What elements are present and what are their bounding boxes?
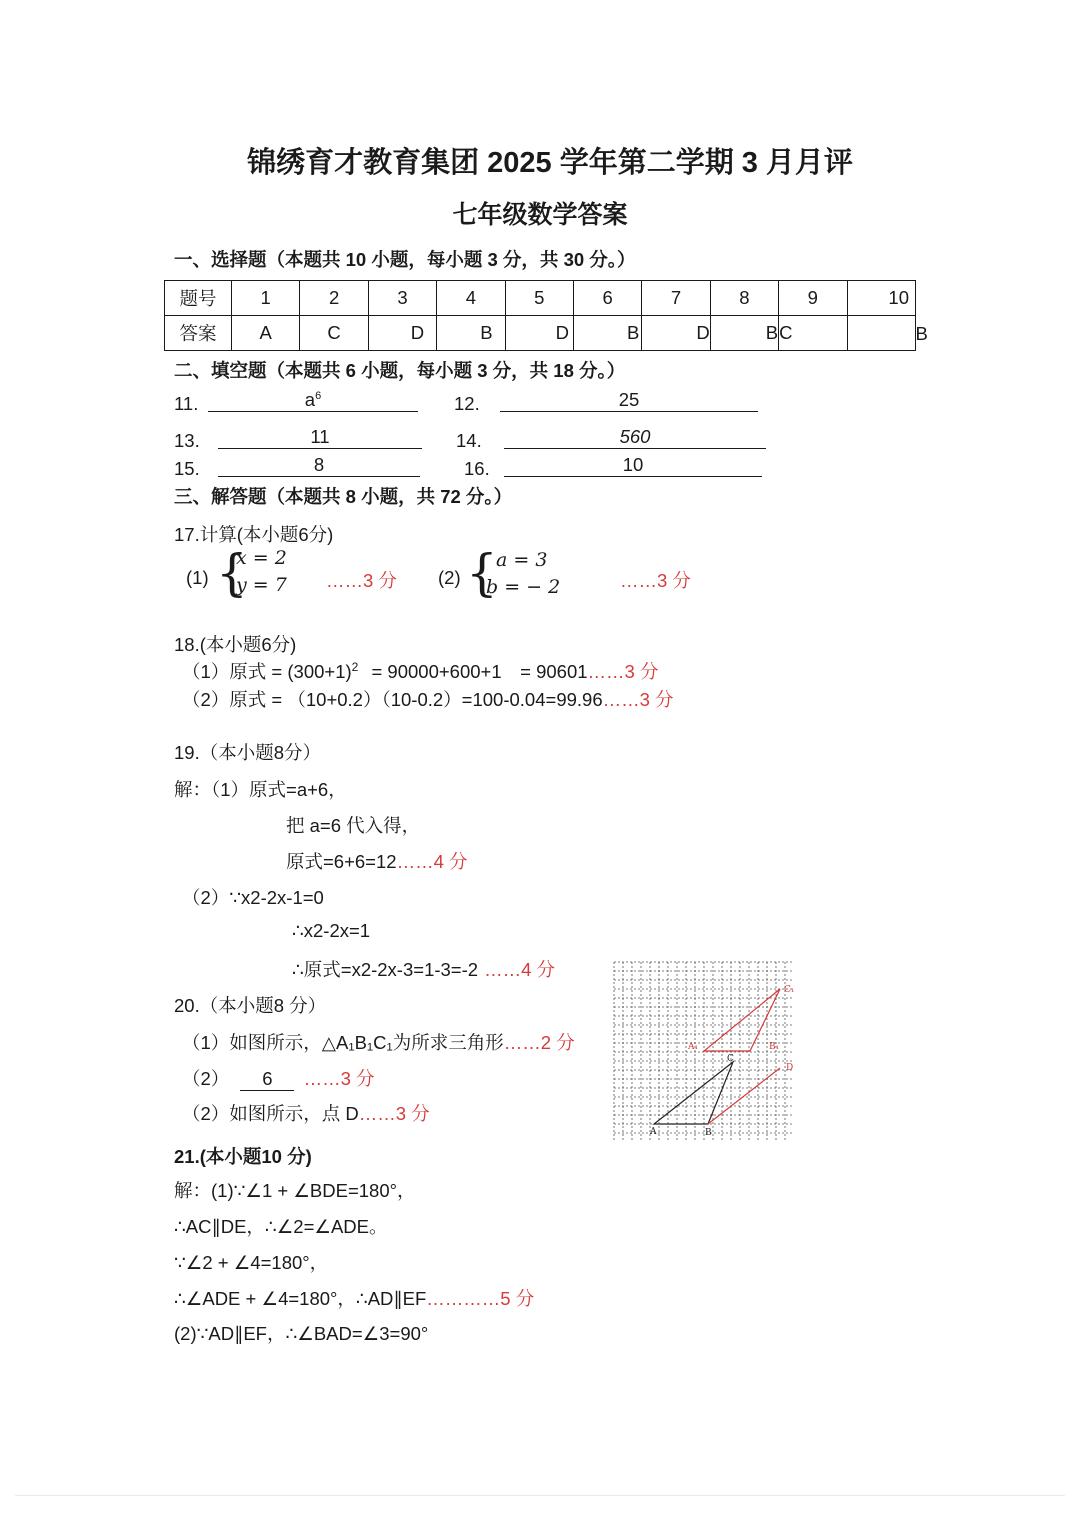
q21-line5: (2)∵AD∥EF，∴∠BAD=∠3=90°	[174, 1323, 429, 1344]
triangle-abc	[654, 1062, 733, 1124]
q19-line3	[286, 848, 468, 874]
brace-icon: {	[216, 544, 248, 602]
fill-number: 12.	[454, 393, 480, 414]
q17-part1-eq1: x = 2	[236, 547, 287, 569]
q20-line1-score: ……2 分	[503, 1032, 575, 1053]
q19-line6	[292, 956, 555, 982]
label-b1: B₁	[769, 1042, 780, 1052]
q18-line2	[182, 686, 674, 712]
answer-cell: B	[437, 316, 505, 351]
question-number: 1	[232, 281, 300, 316]
q18-title: 18.(本小题6分)	[174, 634, 297, 655]
q17-part2-eq1: a = 3	[496, 549, 548, 571]
question-number: 5	[505, 281, 573, 316]
answer-cell-text: B	[915, 323, 928, 344]
q17-part1-label: (1)	[186, 567, 209, 588]
question-number: 8	[710, 281, 778, 316]
question-number: 3	[368, 281, 436, 316]
answer-cell: A	[232, 316, 300, 351]
q21-line4-text: ∴∠ADE + ∠4=180°，∴AD∥EF	[174, 1288, 427, 1309]
q19-line3-text: 原式=6+6=12	[286, 851, 397, 872]
answer-cell: C	[779, 316, 847, 351]
q21-title: 21.(本小题10 分)	[174, 1146, 312, 1167]
q20-line1-text: （1）如图所示，△A₁B₁C₁为所求三角形	[182, 1032, 504, 1053]
section3-heading: 三、解答题（本题共 8 小题，共 72 分。）	[174, 486, 513, 507]
fill-answer-16: 10	[504, 454, 762, 477]
q20-line3-text: （2）如图所示，点 D	[182, 1103, 359, 1124]
section2-heading: 二、填空题（本题共 6 小题，每小题 3 分，共 18 分。）	[174, 360, 626, 381]
answer-table	[164, 280, 928, 351]
table-row-numbers	[165, 281, 916, 316]
q20-line3-score: ……3 分	[358, 1103, 430, 1124]
q17-part2-score: ……3 分	[620, 570, 691, 591]
q21-line3: ∵∠2 + ∠4=180°，	[174, 1252, 329, 1273]
q21-line1: 解：(1)∵∠1 + ∠BDE=180°，	[174, 1180, 416, 1201]
q17-part2-eq2: b = − 2	[486, 576, 561, 598]
q19-line6-text: ∴原式=x2-2x-3=1-3=-2	[292, 959, 479, 980]
row-label-numbers: 题号	[165, 281, 232, 316]
answer-cell: B	[573, 316, 641, 351]
table-row-answers	[165, 316, 916, 351]
q19-line4: （2）∵x2-2x-1=0	[182, 887, 324, 908]
fill-answer-exponent: 6	[315, 389, 322, 402]
page-subtitle: 七年级数学答案	[452, 201, 628, 229]
question-number: 2	[300, 281, 368, 316]
fill-answer-15: 8	[218, 454, 420, 477]
question-number: 4	[437, 281, 505, 316]
fill-number: 13.	[174, 430, 200, 451]
answer-cell: D	[505, 316, 573, 351]
q20-line2-score: ……3 分	[303, 1068, 375, 1089]
brace-icon: {	[466, 544, 498, 602]
q17-part1-eq2: y = 7	[236, 574, 287, 596]
q21-line4-score: …………5 分	[426, 1288, 535, 1309]
fill-number: 14.	[456, 430, 482, 451]
fill-answer-text: a	[304, 389, 316, 410]
label-a: A	[650, 1127, 657, 1137]
q20-line2	[182, 1065, 375, 1091]
q19-line3-score: ……4 分	[396, 851, 468, 872]
q18-line1-result: = 90000+600+1 = 90601	[371, 661, 588, 682]
label-c1: C₁	[784, 985, 795, 995]
question-number: 9	[779, 281, 847, 316]
q20-title: 20.（本小题8 分）	[174, 995, 327, 1016]
fill-number: 15.	[174, 458, 200, 479]
label-c: C	[727, 1054, 734, 1064]
answer-cell: C	[300, 316, 368, 351]
q17-part2-label: (2)	[438, 567, 461, 588]
q17-part1-score: ……3 分	[326, 570, 397, 591]
q20-grid-figure	[612, 960, 797, 1142]
label-a1: A₁	[688, 1042, 699, 1052]
answer-cell: B	[710, 316, 778, 351]
grid-lines	[614, 962, 792, 1140]
q19-line5: ∴x2-2x=1	[292, 920, 371, 941]
q19-line1: 解：（1）原式=a+6，	[174, 779, 347, 800]
question-number: 6	[573, 281, 641, 316]
fill-answer-12: 25	[500, 389, 758, 412]
q18-line2-score: ……3 分	[602, 689, 674, 710]
q20-line3	[182, 1100, 430, 1126]
fill-answer-14: 560	[504, 426, 766, 449]
q18-line1-score: ……3 分	[587, 661, 659, 682]
fill-number: 16.	[464, 458, 490, 479]
q19-line2: 把 a=6 代入得，	[286, 815, 421, 836]
q19-title: 19.（本小题8分）	[174, 742, 322, 763]
q20-blank-answer: 6	[240, 1068, 294, 1091]
q19-line6-score: ……4 分	[484, 959, 555, 980]
q21-line4	[174, 1285, 534, 1311]
question-number: 7	[642, 281, 710, 316]
answer-cell: D	[368, 316, 436, 351]
q18-line1-text: （1）原式 = (300+1)	[182, 661, 352, 682]
answer-cell	[847, 316, 928, 351]
q20-line1	[182, 1029, 575, 1055]
fill-answer-11	[208, 389, 418, 412]
question-number: 10	[847, 281, 915, 316]
page-bottom-divider	[15, 1495, 1065, 1496]
q21-line2: ∴AC∥DE，∴∠2=∠ADE。	[174, 1216, 388, 1237]
label-d: D	[786, 1063, 794, 1073]
fill-number: 11.	[174, 393, 199, 414]
q18-line1	[182, 658, 658, 684]
page-title: 锦绣育才教育集团 2025 学年第二学期 3 月月评	[247, 147, 853, 179]
q18-line2-text: （2）原式 = （10+0.2）（10-0.2）=100-0.04=99.96	[182, 689, 603, 710]
q20-line2-label: （2）	[182, 1068, 230, 1089]
fill-answer-13: 11	[218, 426, 422, 449]
answer-cell: D	[642, 316, 710, 351]
label-b: B	[705, 1128, 712, 1138]
section1-heading: 一、选择题（本题共 10 小题，每小题 3 分，共 30 分。）	[174, 249, 636, 270]
q18-exponent: 2	[351, 659, 359, 674]
q17-title: 17.计算(本小题6分)	[174, 524, 334, 545]
row-label-answers: 答案	[165, 316, 232, 351]
